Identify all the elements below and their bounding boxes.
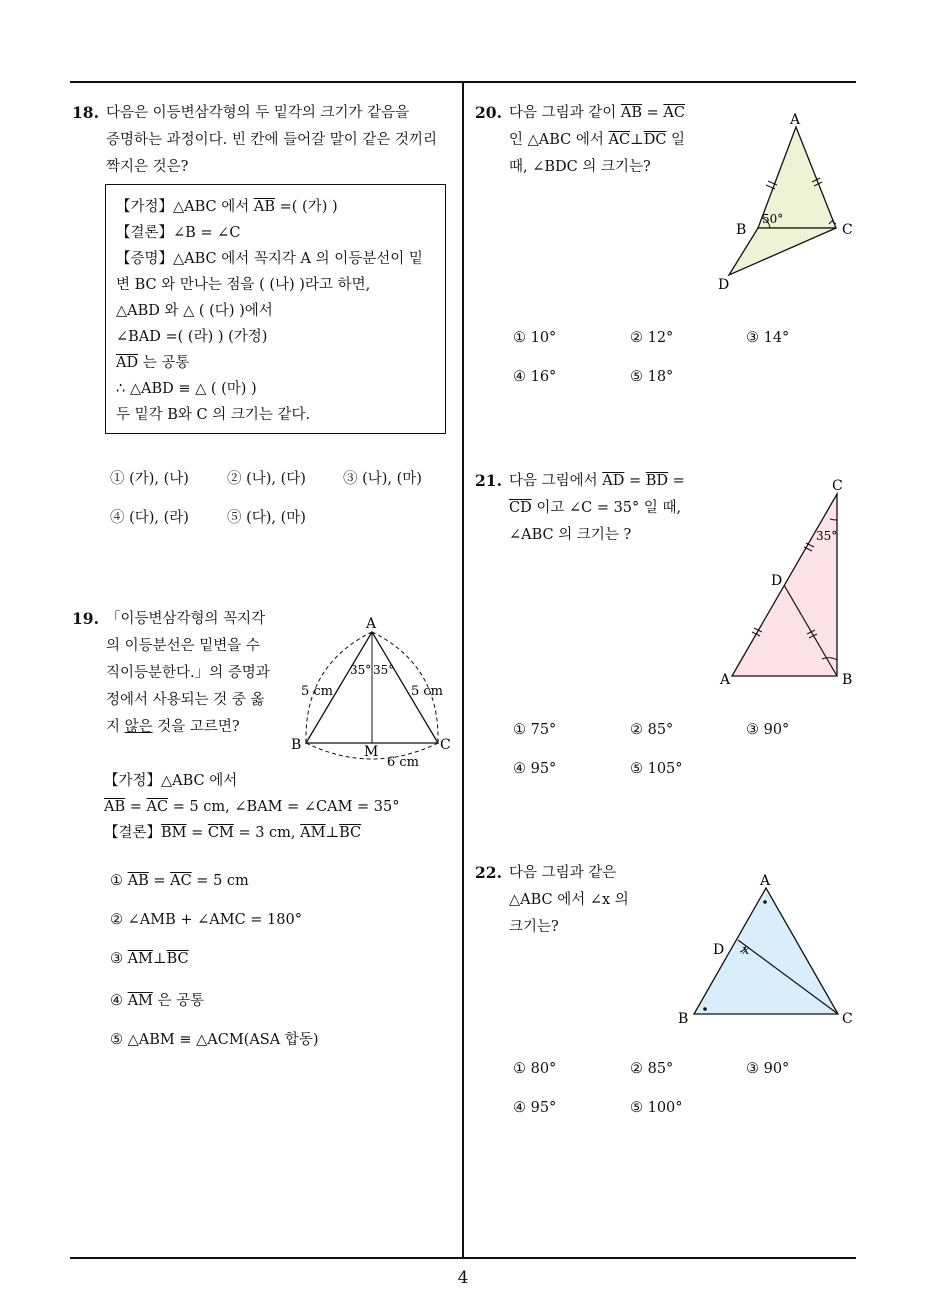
q22-label-a: A	[760, 873, 771, 889]
q22-angle-x: x	[742, 943, 750, 958]
q19-segment-ab: $\overline{AB}$	[104, 799, 126, 815]
q20-segment-ac2: $\overline{AC}$	[608, 132, 631, 148]
q20-choice-4[interactable]: ④ 16°	[513, 369, 557, 385]
q20-stem-line1	[509, 100, 685, 126]
q18-choice-1[interactable]: ① (가), (나)	[110, 471, 189, 487]
q18-number: 18.	[72, 103, 99, 122]
q22-stem-line2: △ABC 에서 ∠x 의	[509, 892, 629, 908]
q19-c3-bc: $\overline{BC}$	[166, 951, 189, 967]
q19-c1-post: = 5 cm	[191, 873, 249, 889]
q19-choice-4[interactable]	[110, 989, 204, 1010]
q18-box-line2: 【결론】∠B = ∠C	[116, 225, 241, 241]
q21-label-c: C	[832, 478, 843, 494]
q20-l2-pre: 인 △ABC 에서	[509, 132, 609, 148]
q22-number: 22.	[475, 863, 502, 882]
q19-stem-line4: 정에서 사용되는 것 중 옳	[106, 692, 265, 708]
q19-line5-post: 것을 고르면?	[152, 719, 240, 735]
q20-choice-1[interactable]: ① 10°	[513, 330, 557, 346]
q21-segment-bd: $\overline{BD}$	[645, 473, 669, 489]
q20-l2-post: 일	[666, 132, 686, 148]
q18-box-line3: 【증명】△ABC 에서 꼭지각 A 의 이등분선이 밑	[116, 251, 423, 267]
q22-label-b: B	[678, 1011, 689, 1027]
q22-choice-3[interactable]: ③ 90°	[746, 1061, 790, 1077]
q20-choice-2[interactable]: ② 12°	[630, 330, 674, 346]
q18-choice-2[interactable]: ② (나), (다)	[227, 471, 306, 487]
q20-perp: ⊥	[630, 132, 644, 148]
q22-label-d: D	[713, 942, 725, 958]
q19-angle-1: 35°	[350, 663, 372, 677]
q18-segment-ab: $\overline{AB}$	[253, 199, 276, 215]
q19-c4-am: $\overline{AM}$	[127, 993, 153, 1009]
q21-l2-post: 이고 ∠C = 35° 일 때,	[531, 500, 682, 516]
q20-angle-label: 50°	[762, 212, 784, 226]
q21-segment-ad: $\overline{AD}$	[602, 473, 625, 489]
q22-figure	[674, 868, 864, 1033]
q21-stem-line2	[509, 495, 681, 521]
q19-stem-line2: 의 이등분선은 밑변을 수	[106, 638, 260, 654]
q21-stem-line1	[509, 468, 685, 494]
q20-stem-line3: 때, ∠BDC 의 크기는?	[509, 159, 651, 175]
q19-stem-line1: 「이등변삼각형의 꼭지각	[106, 611, 266, 627]
q19-number: 19.	[72, 609, 99, 628]
q19-c4-post: 은 공통	[152, 993, 205, 1009]
column-divider	[462, 81, 464, 1259]
q18-choice-3[interactable]: ③ (나), (마)	[343, 471, 422, 487]
q19-side-left: 5 cm	[301, 684, 334, 699]
q19-segment-ac: $\overline{AC}$	[146, 799, 169, 815]
q19-stem-line3: 직이등분한다.」의 증명과	[106, 665, 270, 681]
q18-common-text: 는 공통	[138, 355, 190, 371]
q22-stem-line1: 다음 그림과 같은	[509, 865, 617, 881]
q22-choice-5[interactable]: ⑤ 100°	[630, 1100, 683, 1116]
q18-box-line7	[116, 350, 189, 376]
q18-choice-4[interactable]: ④ (다), (라)	[110, 510, 189, 526]
q19-segment-am: $\overline{AM}$	[300, 825, 326, 841]
q19-segment-bc: $\overline{BC}$	[339, 825, 362, 841]
q22-choice-1[interactable]: ① 80°	[513, 1061, 557, 1077]
q20-number: 20.	[475, 103, 502, 122]
q18-box-line4: 변 BC 와 만나는 점을 ( (나) )라고 하면,	[116, 277, 371, 293]
q18-box-line9: 두 밑각 B와 C 의 크기는 같다.	[116, 407, 311, 423]
q21-segment-cd: $\overline{CD}$	[509, 500, 532, 516]
q21-choice-2[interactable]: ② 85°	[630, 722, 674, 738]
q20-segment-ab: $\overline{AB}$	[620, 105, 643, 121]
q19-label-a: A	[366, 616, 377, 632]
q21-choice-1[interactable]: ① 75°	[513, 722, 557, 738]
q22-stem-line3: 크기는?	[509, 919, 559, 935]
q21-choice-3[interactable]: ③ 90°	[746, 722, 790, 738]
q20-label-c: C	[842, 222, 853, 238]
q22-choice-2[interactable]: ② 85°	[630, 1061, 674, 1077]
q18-box-line8: ∴ △ABD ≡ △ ( (마) )	[116, 381, 257, 397]
q19-c3-num: ③	[110, 951, 128, 967]
q19-side-base: 6 cm	[387, 755, 420, 770]
q20-label-d: D	[718, 277, 730, 293]
q19-underlined-word: 않은	[124, 719, 153, 735]
q21-l1-eq: =	[624, 473, 646, 489]
q20-choice-5[interactable]: ⑤ 18°	[630, 369, 674, 385]
q20-label-a: A	[790, 112, 801, 128]
q21-label-b: B	[842, 672, 853, 688]
q18-segment-ad: $\overline{AD}$	[116, 355, 139, 371]
q19-stem-line5	[106, 714, 240, 740]
q19-choice-5[interactable]: ⑤ △ABM ≡ △ACM(ASA 합동)	[110, 1032, 319, 1048]
q19-angle-2: 35°	[373, 663, 395, 677]
q19-segment-cm: $\overline{CM}$	[207, 825, 234, 841]
q18-given-label: 【가정】△ABC 에서	[116, 199, 254, 215]
q19-given-label: 【가정】△ABC 에서	[104, 773, 238, 789]
q20-l1-pre: 다음 그림과 같이	[509, 105, 621, 121]
q19-c1-num: ①	[110, 873, 128, 889]
q21-number: 21.	[475, 471, 502, 490]
q20-label-b: B	[736, 222, 747, 238]
q19-choice-1[interactable]: ① $\overline{AB} = \overline{AC} = 5$ cm	[110, 873, 249, 889]
q20-figure	[712, 108, 862, 293]
q19-c1-ab: $\overline{AB}$	[127, 873, 149, 889]
q19-perp-symbol: ⊥	[325, 825, 340, 841]
q19-given-eq: =	[125, 799, 147, 815]
q21-label-d: D	[771, 573, 783, 589]
q18-choice-5[interactable]: ⑤ (다), (마)	[227, 510, 306, 526]
q21-figure	[712, 474, 862, 689]
q19-segment-bm: $\overline{BM}$	[161, 825, 187, 841]
q21-choice-4[interactable]: ④ 95°	[513, 761, 557, 777]
q19-label-c: C	[440, 737, 451, 753]
q19-side-right: 5 cm	[411, 684, 444, 699]
q21-l1-pre: 다음 그림에서	[509, 473, 603, 489]
q18-box-line1	[116, 194, 338, 220]
q22-label-c: C	[842, 1011, 853, 1027]
page-number: 4	[457, 1268, 469, 1288]
q18-stem-line2: 증명하는 과정이다. 빈 칸에 들어갈 말이 같은 것끼리	[106, 132, 438, 148]
q19-conclusion-label: 【결론】	[104, 825, 162, 841]
q20-choice-3[interactable]: ③ 14°	[746, 330, 790, 346]
q20-segment-ac: $\overline{AC}$	[663, 105, 685, 121]
q19-conclusion-mid: = 3 cm,	[233, 825, 301, 841]
q19-c3-perp: ⊥	[152, 951, 167, 967]
q19-c1-ac: $\overline{AC}$	[170, 873, 192, 889]
q19-label-b: B	[291, 737, 302, 753]
q18-stem-line1: 다음은 이등변삼각형의 두 밑각의 크기가 같음을	[106, 105, 410, 121]
q19-conclusion-line: 【결론】$\overline{BM} = \overline{CM} = 3$ cm, $\overline{AM}\perp\overline{BC}$	[104, 825, 362, 841]
q19-given-line	[104, 794, 400, 820]
q20-segment-dc: $\overline{DC}$	[643, 132, 667, 148]
q19-label-m: M	[364, 744, 379, 760]
q19-given-rest: = 5 cm, ∠BAM = ∠CAM = 35°	[168, 799, 400, 815]
q19-c4-num: ④	[110, 993, 128, 1009]
q21-choice-5[interactable]: ⑤ 105°	[630, 761, 683, 777]
q22-choice-4[interactable]: ④ 95°	[513, 1100, 557, 1116]
bottom-rule	[70, 1257, 856, 1259]
q20-l1-eq: =	[642, 105, 664, 121]
q21-label-a: A	[720, 672, 731, 688]
q20-stem-line2	[509, 127, 685, 153]
q21-stem-line3: ∠ABC 의 크기는 ?	[509, 527, 632, 543]
q21-angle-label: 35°	[816, 529, 838, 543]
q18-given-rest: =( (가) )	[275, 199, 338, 215]
q19-choice-2[interactable]: ② ∠AMB + ∠AMC = 180°	[110, 912, 302, 928]
q19-line5-pre: 지	[106, 719, 125, 735]
q18-box-line6: ∠BAD =( (라) ) (가정)	[116, 329, 268, 345]
q19-choice-3[interactable]	[110, 951, 189, 967]
q19-c3-am: $\overline{AM}$	[127, 951, 153, 967]
q21-l1-post: =	[668, 473, 685, 489]
q19-figure	[290, 610, 460, 775]
q18-stem-line3: 짝지은 것은?	[106, 159, 189, 175]
q18-box-line5: △ABD 와 △ ( (다) )에서	[116, 303, 273, 319]
